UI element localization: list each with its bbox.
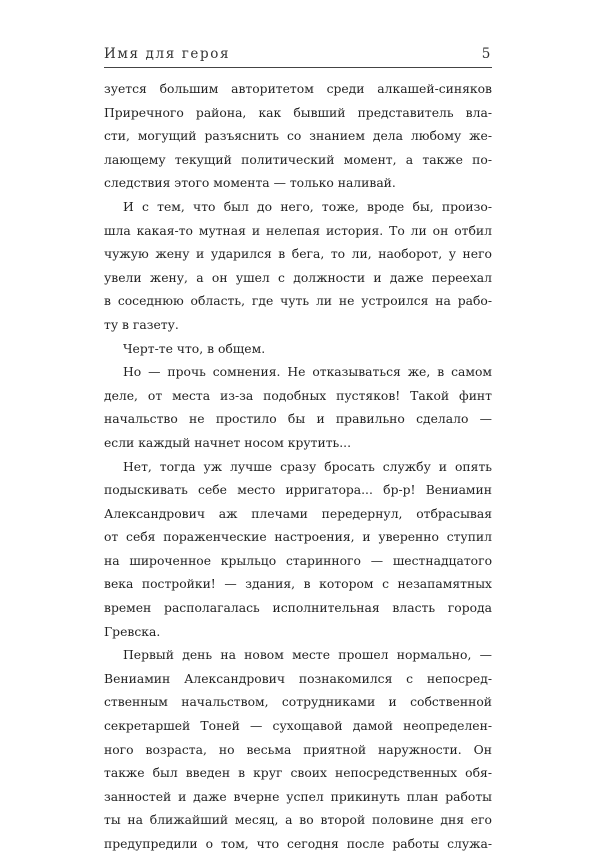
text-line: лающему текущий политический момент, а также по-	[104, 152, 492, 167]
text-line: увели жену, а он ушел с должности и даже переехал	[104, 270, 492, 285]
running-title: Имя для героя	[104, 46, 231, 62]
text-line: шла какая-то мутная и нелепая история. То ли он отбил	[104, 223, 492, 238]
text-line: от себя пораженческие настроения, и уверенно ступил	[104, 530, 492, 545]
text-line: Нет, тогда уж лучше сразу бросать службу и опять	[123, 459, 492, 474]
text-line: ственным начальством, сотрудниками и собственной	[104, 695, 492, 710]
text-line: начальство не простило бы и правильно сделало —	[104, 412, 492, 427]
text-line: Черт-те что, в общем.	[123, 341, 266, 356]
text-line: времен располагалась исполнительная власть города	[104, 601, 492, 616]
text-line: если каждый начнет носом крутить...	[104, 435, 352, 450]
text-line: И с тем, что был до него, тоже, вроде бы, произо-	[123, 199, 492, 214]
text-line: предупредили о том, что сегодня после работы служа-	[104, 837, 492, 851]
text-line: сти, могущий разъяснить со знанием дела любому же-	[104, 129, 492, 144]
text-line: ного возраста, но весьма приятной наружности. Он	[104, 742, 492, 757]
text-line: Приречного района, как бывший представитель вла-	[104, 105, 492, 120]
text-line: Вениамин Александрович познакомился с непосред-	[104, 671, 492, 686]
body-text	[104, 78, 492, 857]
text-line: секретаршей Тоней — сухощавой дамой неопределен-	[104, 719, 492, 734]
text-line: чужую жену и ударился в бега, то ли, наоборот, у него	[104, 247, 492, 262]
text-line: Гревска.	[104, 624, 161, 639]
text-line: Александрович аж плечами передернул, отбрасывая	[104, 506, 492, 521]
text-line: ту в газету.	[104, 317, 179, 332]
text-line: Но — прочь сомнения. Не отказываться же, в самом	[123, 365, 492, 380]
text-line: века постройки! — здания, в котором с незапамятных	[104, 577, 492, 592]
text-line: на широченное крыльцо старинного — шестнадцатого	[104, 553, 492, 568]
text-line: следствия этого момента — только наливай.	[104, 176, 396, 191]
text-line: зуется большим авторитетом среди алкашей-синяков	[104, 82, 492, 96]
text-line: деле, от места из-за подобных пустяков! Такой финт	[104, 388, 492, 403]
running-header	[104, 46, 492, 62]
page-number: 5	[481, 46, 492, 62]
text-line: занностей и даже вчерне успел прикинуть план работы	[104, 789, 492, 804]
text-line: также был введен в круг своих непосредственных обя-	[104, 766, 492, 781]
text-line: в соседнюю область, где чуть ли не устроился на рабо-	[104, 294, 492, 309]
text-line: Первый день на новом месте прошел нормально, —	[123, 648, 492, 663]
header-rule	[104, 67, 492, 68]
text-line: подыскивать себе место ирригатора... бр-р! Вениамин	[104, 483, 492, 498]
text-line: ты на ближайший месяц, а во второй половине дня его	[104, 813, 492, 828]
